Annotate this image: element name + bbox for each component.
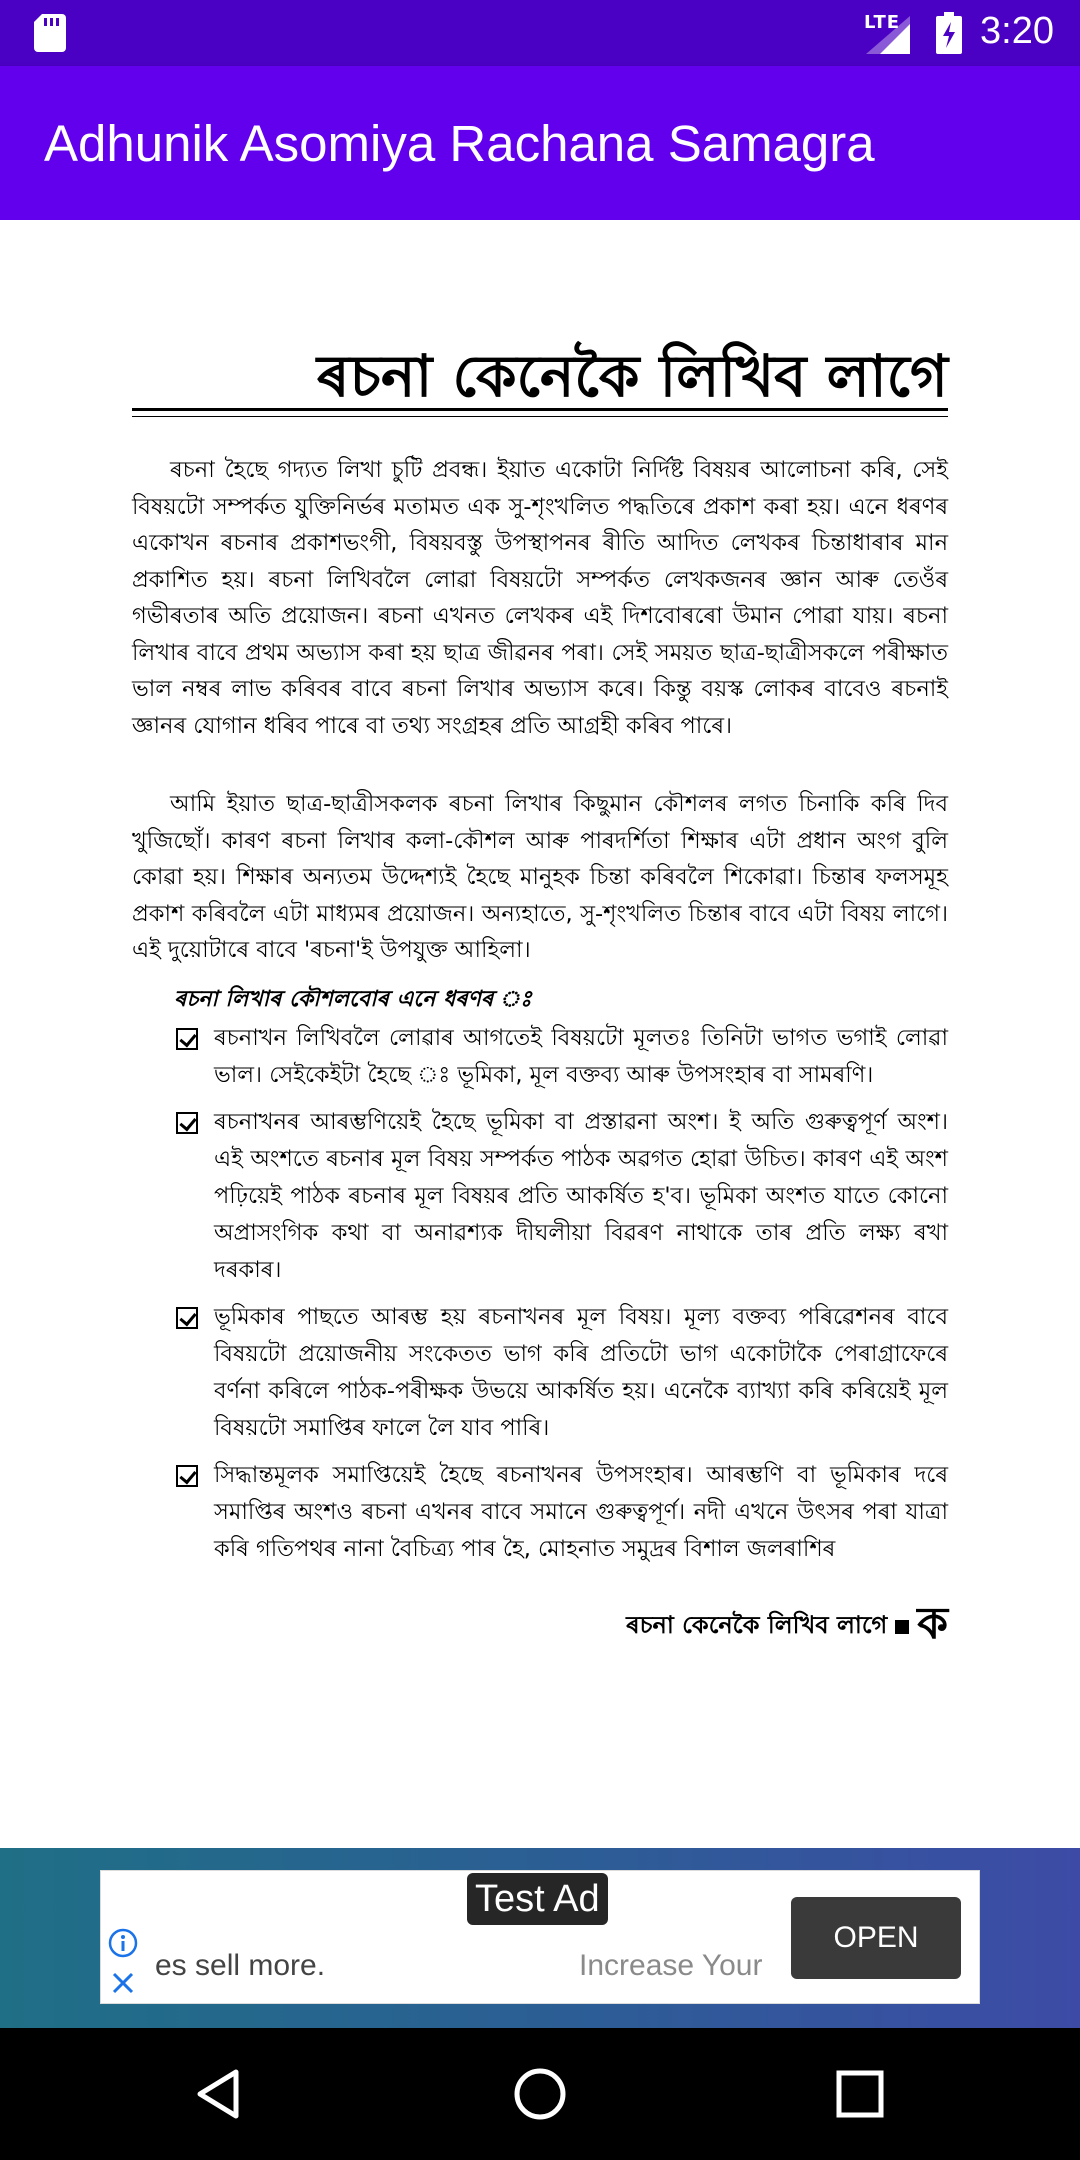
ad-text: es sell more. xyxy=(155,1949,326,1982)
title-divider xyxy=(132,408,948,411)
techniques-list xyxy=(176,1020,948,1578)
ad-open-button[interactable]: OPEN xyxy=(791,1897,961,1979)
list-item-text: ৰচনাখন লিখিবলৈ লোৱাৰ আগতেই বিষয়টো মূলতঃ তিনিটা ভাগত ভগাই লোৱা ভাল। সেইকেইটা হৈছে ঃ ভূমিকা, মূল বক্তব্য আৰু উপসংহাৰ বা সামৰণি। xyxy=(214,1025,948,1088)
sd-card-icon xyxy=(34,14,66,52)
signal-icon xyxy=(866,16,910,54)
checkbox-icon xyxy=(176,1307,198,1329)
battery-charging-icon xyxy=(936,12,962,54)
checkbox-icon xyxy=(176,1465,198,1487)
clock: 3:20 xyxy=(980,10,1054,52)
page-footer xyxy=(626,1590,948,1663)
title-divider-thin xyxy=(132,416,948,417)
home-icon[interactable] xyxy=(510,2064,570,2124)
page-viewer[interactable] xyxy=(0,220,1080,1848)
checkbox-icon xyxy=(176,1112,198,1134)
list-item xyxy=(176,1020,948,1094)
status-bar xyxy=(0,0,1080,66)
close-icon[interactable] xyxy=(107,1967,139,1999)
paragraph-purpose: আমি ইয়াত ছাত্ৰ-ছাত্ৰীসকলক ৰচনা লিখাৰ কিছুমান কৌশলৰ লগত চিনাকি কৰি দিব খুজিছোঁ। কাৰণ ৰচনা লিখাৰ কলা-কৌশল আৰু পাৰদৰ্শিতা শিক্ষাৰ এটা প্ৰধান অংগ বুলি কোৱা হয়। শিক্ষাৰ অন্যতম উদ্দেশ্যই হৈছে মানুহক চিন্তা কৰিবলৈ শিকোৱা। চিন্তাৰ ফলসমূহ প্ৰকাশ কৰিবলৈ এটা মাধ্যমৰ প্ৰয়োজন। অন্যহাতে, সু-শৃংখলিত চিন্তাৰ বাবে এটা বিষয় লাগে। এই দুয়োটাৰে বাবে 'ৰচনা'ই উপযুক্ত আহিলা। xyxy=(132,791,948,963)
list-item xyxy=(176,1457,948,1568)
checkbox-icon xyxy=(176,1028,198,1050)
recents-icon[interactable] xyxy=(830,2064,890,2124)
back-icon[interactable] xyxy=(190,2064,250,2124)
list-item-text: ৰচনাখনৰ আৰম্ভণিয়েই হৈছে ভূমিকা বা প্ৰস্তাৱনা অংশ। ই অতি গুৰুত্বপূৰ্ণ অংশ। এই অংশতে ৰচনাৰ মূল বিষয় সম্পৰ্কত পাঠক অৱগত হোৱা উচিত। কাৰণ এই অংশ পঢ়িয়েই পাঠক ৰচনাৰ মূল বিষয়ৰ প্ৰতি আকৰ্ষিত হ'ব। ভূমিকা অংশত যাতে কোনো অপ্ৰাসংগিক কথা বা অনাৱশ্যক দীঘলীয়া বিৱৰণ নাথাকে তাৰ প্ৰতি লক্ষ্য ৰখা দৰকাৰ। xyxy=(214,1109,948,1283)
document-title: ৰচনা কেনেকৈ লিখিব লাগে xyxy=(316,342,948,410)
footer-text: ৰচনা কেনেকৈ লিখিব লাগে xyxy=(626,1610,888,1639)
test-ad-label: Test Ad xyxy=(467,1873,608,1925)
ad-card[interactable] xyxy=(100,1870,980,2004)
footer-letter: ক xyxy=(917,1598,948,1649)
list-item xyxy=(176,1299,948,1447)
navigation-bar xyxy=(0,2028,1080,2160)
ad-headline: Increase Your xyxy=(579,1949,763,1982)
ad-banner xyxy=(0,1848,1080,2028)
app-title: Adhunik Asomiya Rachana Samagra xyxy=(44,115,875,172)
app-bar xyxy=(0,66,1080,220)
square-bullet-icon xyxy=(895,1620,909,1634)
list-item-text: সিদ্ধান্তমূলক সমাপ্তিয়েই হৈছে ৰচনাখনৰ উপসংহাৰ। আৰম্ভণি বা ভূমিকাৰ দৰে সমাপ্তিৰ অংশও ৰচনা এখনৰ বাবে সমানে গুৰুত্বপূৰ্ণ। নদী এখনে উৎসৰ পৰা যাত্ৰা কৰি গতিপথৰ নানা বৈচিত্ৰ্য পাৰ হৈ, মোহনাত সমুদ্ৰৰ বিশাল জলৰাশিৰ xyxy=(214,1462,948,1562)
list-item xyxy=(176,1104,948,1289)
techniques-heading: ৰচনা লিখাৰ কৌশলবোৰ এনে ধৰণৰ ঃ xyxy=(174,987,532,1012)
info-icon[interactable] xyxy=(107,1927,139,1959)
paragraph-intro: ৰচনা হৈছে গদ্যত লিখা চুটি প্ৰবন্ধ। ইয়াত একোটা নিৰ্দিষ্ট বিষয়ৰ আলোচনা কৰি, সেই বিষয়টো সম্পৰ্কত যুক্তিনিৰ্ভৰ মতামত এক সু-শৃংখলিত পদ্ধতিৰে প্ৰকাশ কৰা হয়। এনে ধৰণৰ একোখন ৰচনাৰ প্ৰকাশভংগী, বিষয়বস্তু উপস্থাপনৰ ৰীতি আদিত লেখকৰ চিন্তাধাৰাৰ মান প্ৰকাশিত হয়। ৰচনা লিখিবলৈ লোৱা বিষয়টো সম্পৰ্কত লেখকজনৰ জ্ঞান আৰু তেওঁৰ গভীৰতাৰ অতি প্ৰয়োজন। ৰচনা এখনত লেখকৰ এই দিশবোৰৰো উমান পোৱা যায়। ৰচনা লিখাৰ বাবে প্ৰথম অভ্যাস কৰা হয় ছাত্ৰ জীৱনৰ পৰা। সেই সময়ত ছাত্ৰ-ছাত্ৰীসকলে পৰীক্ষাত ভাল নম্বৰ লাভ কৰিবৰ বাবে ৰচনা লিখাৰ অভ্যাস কৰে। কিন্তু বয়স্ক লোকৰ বাবেও ৰচনাই জ্ঞানৰ যোগান ধৰিব পাৰে বা তথ্য সংগ্ৰহৰ প্ৰতি আগ্ৰহী কৰিব পাৰে। xyxy=(132,457,948,739)
network-type-label: LTE xyxy=(864,12,901,33)
list-item-text: ভূমিকাৰ পাছতে আৰম্ভ হয় ৰচনাখনৰ মূল বিষয়। মূল্য বক্তব্য পৰিৱেশনৰ বাবে বিষয়টো প্ৰয়োজনীয় সংকেতত ভাগ কৰি প্ৰতিটো ভাগ একোটাকৈ পেৰাগ্ৰাফেৰে বৰ্ণনা কৰিলে পাঠক-পৰীক্ষক উভয়ে আকৰ্ষিত হয়। এনেকৈ ব্যাখ্যা কৰি কৰিয়েই মূল বিষয়টো সমাপ্তিৰ ফালে লৈ যাব পাৰি। xyxy=(214,1304,948,1441)
